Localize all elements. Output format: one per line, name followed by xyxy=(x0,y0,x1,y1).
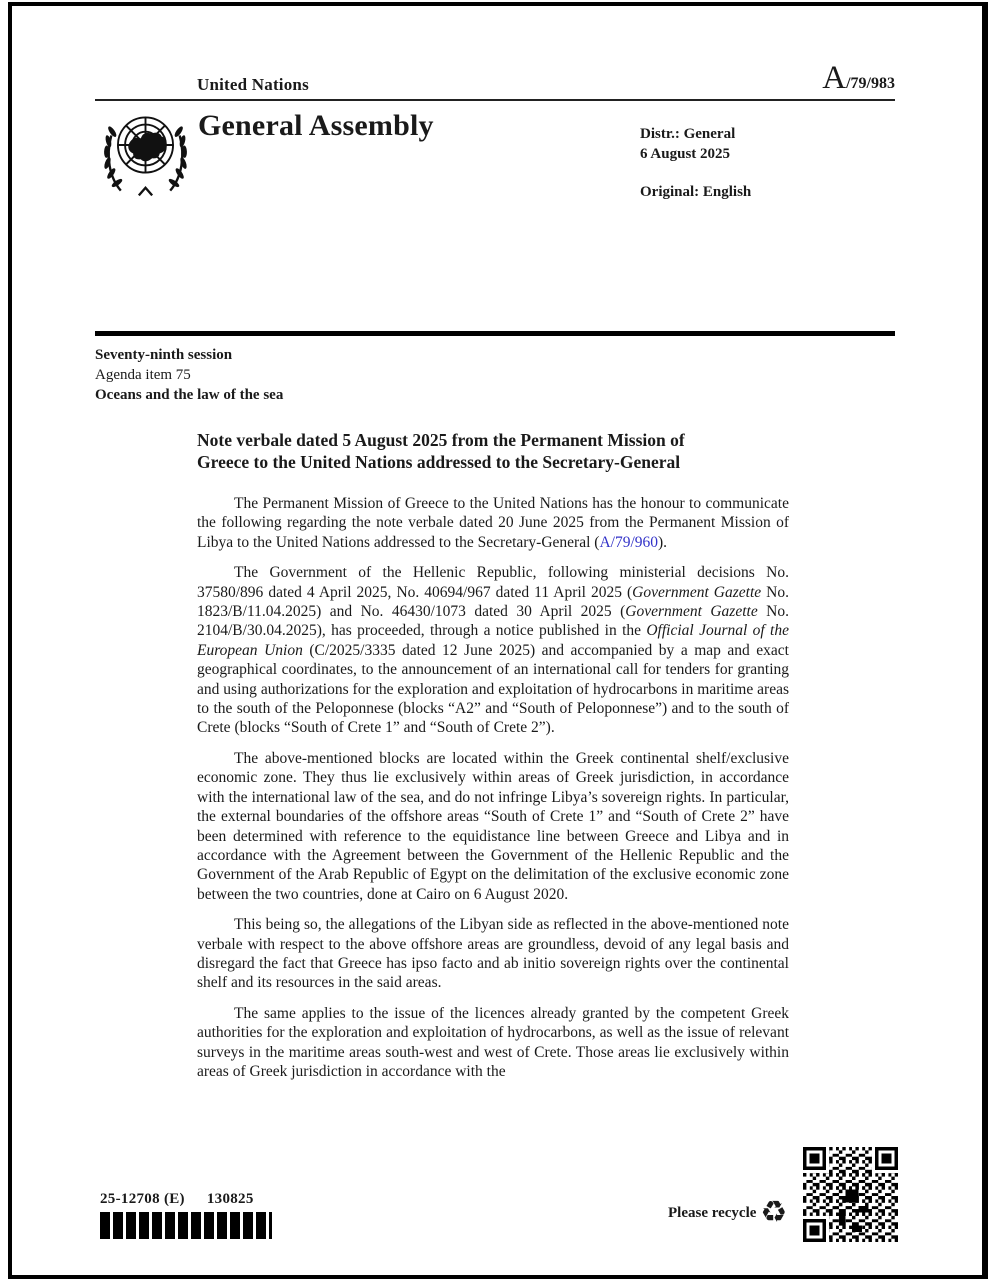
paragraph-2 xyxy=(197,563,789,738)
job-number-line xyxy=(100,1191,254,1208)
org-name: United Nations xyxy=(197,75,309,94)
italic-citation: Government Gazette xyxy=(632,583,762,601)
paragraph-text: (C/2025/3335 dated 12 June 2025) and accompanied by a map and exact geographical coordinates, to the announcement of an international call for tenders for granting and using authorizations for the exploration and exploitation of hydrocarbons in maritime areas to the south of the Peloponnese (blocks “A2” and “South of Peloponnese”) and to the south of Crete (blocks “South of Crete 1” and “South of Crete 2”). xyxy=(197,641,789,737)
body-name: General Assembly xyxy=(198,109,434,142)
paragraph-4 xyxy=(197,915,789,993)
session-number: Seventy-ninth session xyxy=(95,347,233,363)
recycle-icon: ♻ xyxy=(760,1195,788,1230)
recycle-block xyxy=(668,1195,788,1230)
session-block xyxy=(95,345,283,405)
distr-date: 6 August 2025 xyxy=(640,145,731,162)
paragraph-5 xyxy=(197,1004,789,1082)
document-symbol-letter: A xyxy=(822,60,847,96)
un-emblem-icon xyxy=(98,107,193,202)
masthead-rule xyxy=(95,99,895,101)
recycle-label: Please recycle xyxy=(668,1204,757,1221)
document-title-line2: Greece to the United Nations addressed to the Secretary-General xyxy=(197,452,681,472)
section-rule xyxy=(95,331,895,336)
paragraph-text: This being so, the allegations of the Libyan side as reflected in the above-mentioned note verbale with respect to the above offshore areas are groundless, devoid of any legal basis and disregard the fact that Greece has ipso facto and ab initio sovereign rights over the continental shelf and its resources in the said areas. xyxy=(197,916,789,992)
document-title-line1: Note verbale dated 5 August 2025 from the Permanent Mission of xyxy=(197,430,685,450)
paragraph-text: The above-mentioned blocks are located within the Greek continental shelf/exclusive economic zone. They thus lie exclusively within areas of Greek jurisdiction, in accordance with the international law of the sea, and do not infringe Libya’s sovereign rights. In particular, the external boundaries of the offshore areas “South of Crete 1” and “South of Crete 2” have been determined with reference to the equidistance line between Greece and Libya and in accordance with the Agreement between the Government of the Hellenic Republic and the Government of the Arab Republic of Egypt on the delimitation of the exclusive economic zone between the two countries, done at Cairo on 6 August 2020. xyxy=(197,749,789,903)
job-number: 25-12708 (E) xyxy=(100,1191,185,1207)
paragraph-text: No. 1823/B/11.04.2025) and No. 46430/1073 dated 30 April 2025 ( xyxy=(197,583,789,621)
paragraph-3 xyxy=(197,749,789,904)
paragraph-1 xyxy=(197,494,789,552)
paragraph-text: The Permanent Mission of Greece to the United Nations has the honour to communicate the following regarding the note verbale dated 20 June 2025 from the Permanent Mission of Libya to the United Nations addressed to the Secretary-General ( xyxy=(197,495,789,551)
italic-citation: Official Journal of the European Union xyxy=(197,622,789,659)
paragraph-text: ). xyxy=(658,533,668,551)
document-link-a-79-960[interactable]: A/79/960 xyxy=(599,533,658,551)
distribution-block xyxy=(640,125,735,164)
paragraph-text: The Government of the Hellenic Republic, following ministerial decisions No. 37580/896 dated 4 April 2025, No. 40694/967 dated 11 April 2025 ( xyxy=(197,564,789,601)
job-date-code: 130825 xyxy=(206,1191,254,1207)
agenda-title: Oceans and the law of the sea xyxy=(95,387,284,403)
note-body xyxy=(197,494,789,1092)
barcode xyxy=(100,1212,272,1239)
paragraph-text: No. 2104/B/30.04.2025), has proceeded, through a notice published in the xyxy=(197,603,789,640)
document-symbol-number: /79/983 xyxy=(846,75,895,92)
qr-code xyxy=(803,1147,898,1242)
italic-citation: Government Gazette xyxy=(625,603,758,621)
paragraph-text: The same applies to the issue of the licences already granted by the competent Greek authorities for the exploration and exploitation of hydrocarbons, as well as the issue of relevant surveys in the maritime areas south-west and west of Crete. Those areas lie exclusively within areas of Greek jurisdiction in accordance with the xyxy=(197,1004,789,1080)
document-symbol xyxy=(822,62,895,95)
document-title xyxy=(197,429,817,473)
original-language: Original: English xyxy=(640,184,752,200)
agenda-item: Agenda item 75 xyxy=(95,367,191,383)
distr-line: Distr.: General xyxy=(640,126,736,142)
